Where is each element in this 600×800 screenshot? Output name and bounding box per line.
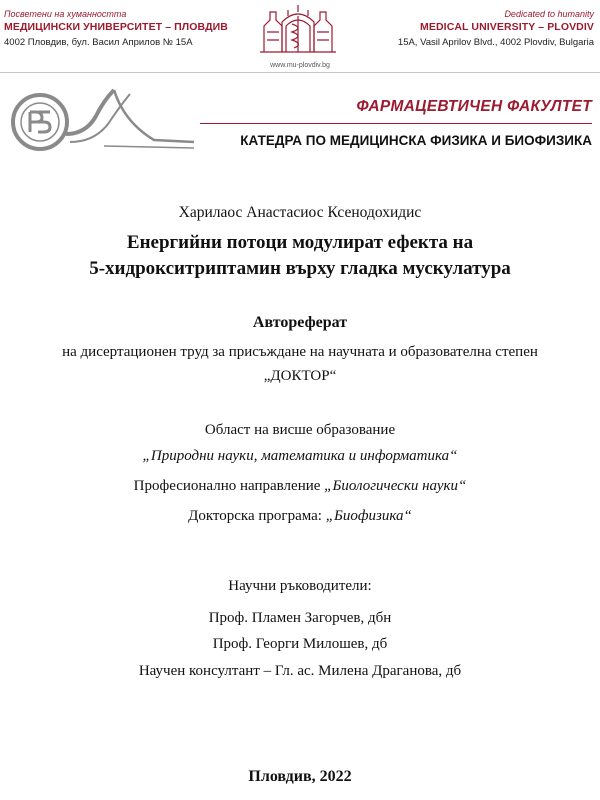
left-tagline: Посветени на хуманността [4,9,127,19]
place-year: Пловдив, 2022 [248,768,352,785]
professional-direction [0,478,600,495]
doctoral-program-value: „Биофизика“ [325,508,412,524]
supervisor-1: Проф. Пламен Загорчев, дбн [208,610,392,626]
author-name: Харилаос Анастасиос Ксенодохидис [178,204,422,221]
right-university-name: MEDICAL UNIVERSITY – PLOVDIV [420,21,594,33]
title-line-1: Енергийни потоци модулират ефекта на [126,232,474,253]
title-line-2: 5-хидрокситриптамин върху гладка мускулатура [89,258,511,279]
header-left [4,8,234,50]
area-label: Област на висше образование [204,422,396,438]
consultant: Научен консултант – Гл. ас. Милена Драганова, дб [138,663,462,679]
doctoral-program [0,508,600,525]
faculty-logo-icon [4,82,194,160]
header-right [364,8,594,50]
department-name: КАТЕДРА ПО МЕДИЦИНСКА ФИЗИКА И БИОФИЗИКА [240,133,592,148]
left-address: 4002 Пловдив, бул. Васил Априлов № 15А [4,37,193,48]
professional-direction-value: „Биологически науки“ [324,478,467,494]
professional-direction-label: Професионално направление [133,478,325,494]
website-link[interactable]: www.mu-plovdiv.bg [270,62,330,69]
faculty-name: ФАРМАЦЕВТИЧЕН ФАКУЛТЕТ [356,98,592,115]
supervisor-2: Проф. Георги Милошев, дб [212,636,388,652]
degree: „ДОКТОР“ [263,368,337,384]
right-address: 15A, Vasil Aprilov Blvd., 4002 Plovdiv, Bulgaria [397,37,594,48]
university-crest-icon [256,2,340,60]
description: на дисертационен труд за присъждане на научната и образователна степен [62,344,538,360]
supervisors-label: Научни ръководители: [228,578,372,594]
area-value: „Природни науки, математика и информатика“ [142,448,458,464]
doctoral-program-label: Докторска програма: [188,508,326,524]
faculty-divider [200,123,592,124]
header-divider [0,72,600,73]
document-type: Автореферат [252,314,348,331]
left-university-name: МЕДИЦИНСКИ УНИВЕРСИТЕТ – ПЛОВДИВ [4,21,228,33]
right-tagline: Dedicated to humanity [504,9,594,19]
